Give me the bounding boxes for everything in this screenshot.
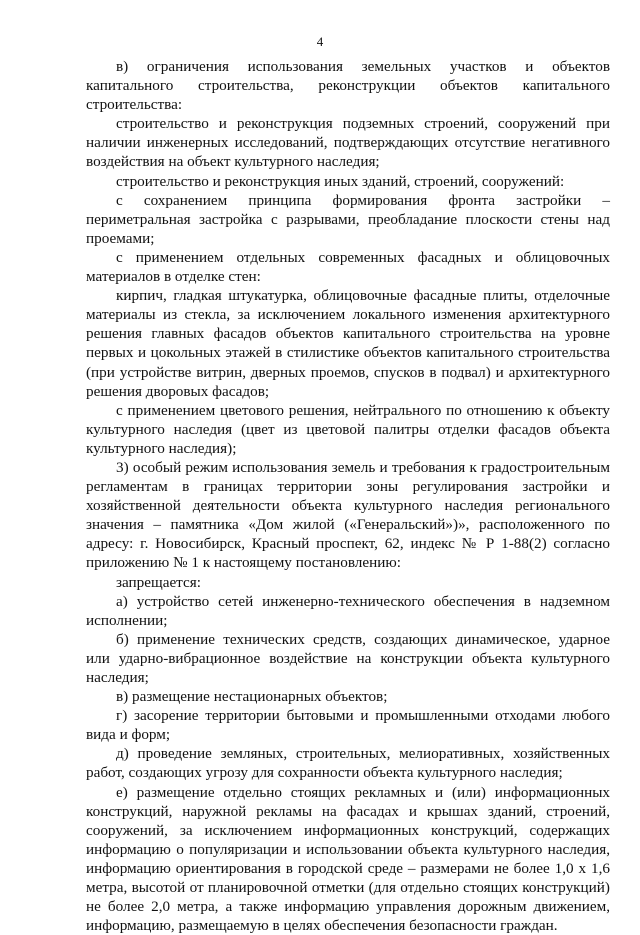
paragraph-underground-construction: строительство и реконструкция подземных строений, сооружений при наличии инженерных исследований, подтверждающих отсутствие негативного воздействия на объект культурного наследия;	[86, 115, 610, 171]
paragraph-item-a: а) устройство сетей инженерно-технического обеспечения в надземном исполнении;	[86, 592, 610, 629]
page-number: 4	[316, 34, 324, 49]
paragraph-materials-list: кирпич, гладкая штукатурка, облицовочные фасадные плиты, отделочные материалы из стекла, за исключением локального изменения архитектурного решения главных фасадов объектов капитального строительства на уровне первых и цокольных этажей в стилистике объектов капитального строительства (при устройстве витрин, дверных проемов, спусков в подвал) и архитектурного решения дворовых фасадов;	[86, 287, 610, 400]
paragraph-facade-materials: с применением отдельных современных фасадных и облицовочных материалов в отделке стен:	[86, 248, 610, 286]
paragraph-v-restrictions: в) ограничения использования земельных участков и объектов капитального строительства, реконструкции объектов капитального строительства:	[86, 58, 610, 114]
paragraph-special-regime: 3) особый режим использования земель и требования к градостроительным регламентам в границах территории зоны регулирования застройки и хозяйственной деятельности объекта культурного наследия регионального значения – памятника «Дом жилой («Генеральский»)», расположенного по адресу: г. Новосибирск, Красный проспект, 62, индекс № Р 1-88(2) согласно приложению № 1 к настоящему постановлению:	[86, 458, 610, 572]
paragraph-item-g: г) засорение территории бытовыми и промышленными отходами любого вида и форм;	[86, 707, 610, 744]
paragraph-prohibited: запрещается:	[116, 573, 201, 591]
paragraph-color-solution: с применением цветового решения, нейтрального по отношению к объекту культурного наследия (цвет из цветовой палитры отделки фасадов объекта культурного наследия);	[86, 401, 610, 457]
paragraph-frontage-principle: с сохранением принципа формирования фронта застройки – периметральная застройка с разрывами, преобладание плоскости стены над проемами;	[86, 191, 610, 247]
paragraph-item-d: д) проведение земляных, строительных, мелиоративных, хозяйственных работ, создающих угрозу для сохранности объекта культурного наследия;	[86, 745, 610, 782]
document-body	[86, 57, 610, 935]
paragraph-item-b: б) применение технических средств, создающих динамическое, ударное или ударно-вибрационное воздействие на конструкции объекта культурного наследия;	[86, 630, 610, 686]
paragraph-other-buildings: строительство и реконструкция иных зданий, строений, сооружений:	[116, 172, 565, 190]
paragraph-item-e: е) размещение отдельно стоящих рекламных и (или) информационных конструкций, наружной рекламы на фасадах и крышах зданий, строений, сооружений, за исключением информационных конструкций, содержащих информацию о популяризации и использовании объекта культурного наследия, информацию ориентирования в городской среде – размерами не более 1,0 х 1,6 метра, высотой от планировочной отметки (для отдельно стоящих конструкций) не более 2,0 метра, а также информацию управления дорожным движением, информацию, размещаемую в целях обеспечения безопасности граждан.	[86, 783, 610, 935]
paragraph-item-v: в) размещение нестационарных объектов;	[116, 688, 388, 706]
